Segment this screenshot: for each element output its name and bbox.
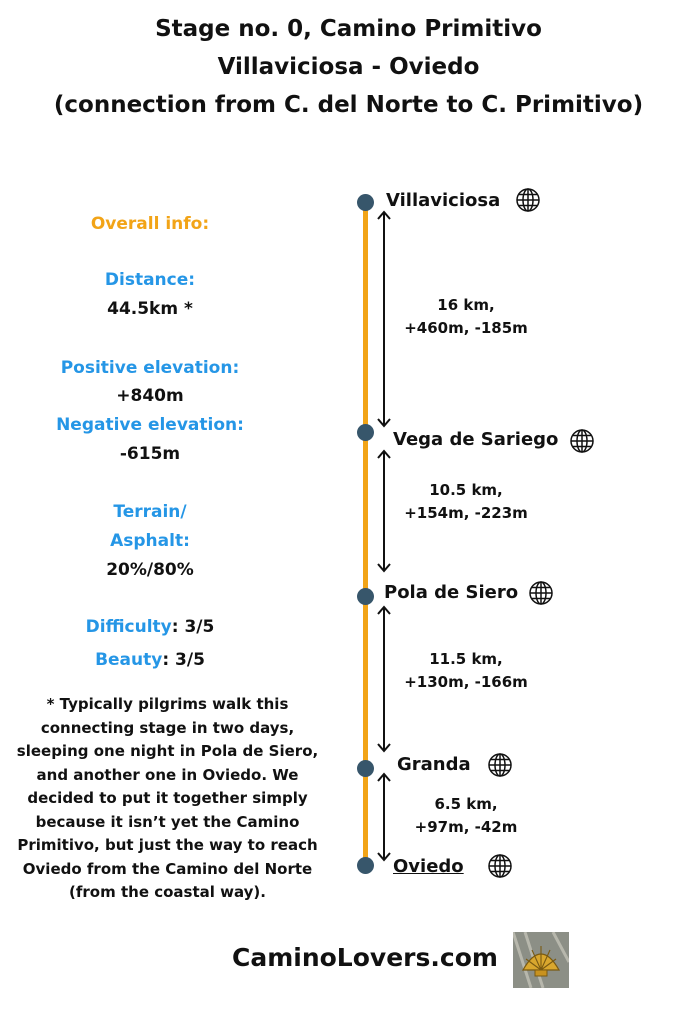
segment-info	[396, 793, 536, 839]
segment-info	[396, 479, 536, 525]
globe-icon[interactable]	[487, 853, 513, 879]
positive-elevation-label: Positive elevation:	[60, 358, 240, 378]
negative-elevation-label: Negative elevation:	[56, 415, 244, 435]
difficulty-value: : 3/5	[171, 617, 215, 637]
double-arrow-icon	[375, 605, 393, 753]
stop-vega-de-sariego[interactable]: Vega de Sariego	[393, 429, 559, 450]
stop-dot	[357, 424, 374, 441]
beauty-value: : 3/5	[162, 650, 205, 670]
globe-icon[interactable]	[515, 187, 541, 213]
positive-elevation-value: +840m	[116, 386, 184, 406]
segment-elevation: +460m, -185m	[404, 319, 528, 337]
segment-distance: 11.5 km,	[429, 650, 503, 668]
info-heading: Overall info:	[90, 214, 210, 234]
stop-granda[interactable]: Granda	[397, 754, 471, 775]
distance-label: Distance:	[104, 270, 196, 290]
scallop-shell-icon	[513, 932, 569, 988]
double-arrow-icon	[375, 449, 393, 573]
asphalt-label: Asphalt:	[110, 531, 190, 551]
stop-dot	[357, 857, 374, 874]
segment-elevation: +97m, -42m	[414, 818, 518, 836]
title-line-2: Villaviciosa - Oviedo	[217, 54, 480, 80]
segment-distance: 16 km,	[437, 296, 495, 314]
stop-dot	[357, 760, 374, 777]
double-arrow-icon	[375, 210, 393, 428]
segment-elevation: +154m, -223m	[404, 504, 528, 522]
segment-info	[396, 648, 536, 694]
difficulty-label: Difficulty	[85, 617, 172, 637]
double-arrow-icon	[375, 772, 393, 862]
stop-villaviciosa[interactable]: Villaviciosa	[386, 190, 501, 211]
stop-pola-de-siero[interactable]: Pola de Siero	[384, 582, 519, 603]
beauty-row	[0, 648, 300, 672]
terrain-label: Terrain/	[113, 502, 187, 522]
stop-dot	[357, 194, 374, 211]
globe-icon[interactable]	[528, 580, 554, 606]
negative-elevation-value: -615m	[119, 444, 181, 464]
beauty-label: Beauty	[95, 650, 163, 670]
title-line-1: Stage no. 0, Camino Primitivo	[155, 16, 542, 42]
stop-dot	[357, 588, 374, 605]
stop-oviedo[interactable]: Oviedo	[393, 856, 464, 877]
difficulty-row	[0, 615, 300, 639]
segment-info	[396, 294, 536, 340]
globe-icon[interactable]	[487, 752, 513, 778]
segment-distance: 10.5 km,	[429, 481, 503, 499]
brand-name[interactable]: CaminoLovers.com	[232, 943, 498, 972]
title-line-3: (connection from C. del Norte to C. Primitivo)	[53, 92, 644, 118]
globe-icon[interactable]	[569, 428, 595, 454]
segment-elevation: +130m, -166m	[404, 673, 528, 691]
segment-distance: 6.5 km,	[434, 795, 498, 813]
terrain-value: 20%/80%	[106, 560, 194, 580]
distance-value: 44.5km *	[107, 299, 193, 319]
stage-note: * Typically pilgrims walk this connecting stage in two days, sleeping one night in Pola de Siero, and another one in Oviedo. We decided to put it together simply because it isn’t yet the Camino Primitivo, but just the way to reach Oviedo from the Camino del Norte (from the coastal way).	[16, 695, 319, 901]
